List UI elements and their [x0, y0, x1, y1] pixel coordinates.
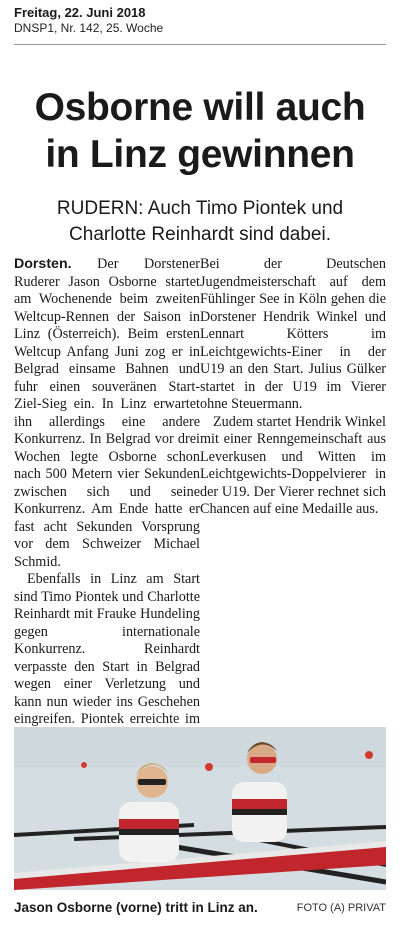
subheadline — [0, 196, 400, 248]
paragraph-2: Ebenfalls in Linz am Start sind Timo Piontek und Charlotte Reinhardt mit Frauke Hundeling gegen internationale Konkurrenz. Reinhardt verpasste den Start in Belgrad wegen einer Verletzung und kann nun wieder ins Geschehen eingreifen. Piontek erreichte im — [14, 571, 200, 727]
header-divider — [14, 44, 386, 45]
headline-line-1: Osborne will auch — [34, 86, 366, 129]
photo-credit: FOTO (A) PRIVAT — [296, 902, 386, 914]
subheadline-line-2: Charlotte Reinhardt sind dabei. — [69, 224, 331, 245]
issue-date: Freitag, 22. Juni 2018 — [14, 5, 146, 20]
photo-caption: Jason Osborne (vorne) tritt in Linz an. — [14, 900, 258, 915]
issue-number: DNSP1, Nr. 142, 25. Woche — [14, 21, 164, 35]
subheadline-line-1: RUDERN: Auch Timo Piontek und — [56, 198, 344, 219]
rowing-photo — [14, 727, 386, 890]
rowers-illustration — [14, 727, 386, 890]
page-header — [14, 4, 163, 36]
paragraph-4: Zudem startet Hendrik Winkel mit einer Renngemeinschaft aus Leverkusen und Witten im Leichtgewichts-Doppelvierer in der U19. Der Vierer rechnet sich Chancen auf eine Medaille aus. — [200, 413, 386, 517]
headline — [0, 84, 400, 178]
headline-line-2: in Linz gewinnen — [45, 133, 355, 176]
dateline: Dorsten. — [14, 256, 72, 272]
paragraph-1: Dorsten. Der Dorstener Ruderer Jason Osborne startet am Wochenende beim zweiten Weltcup-Rennen der Saison in Linz (Österreich). Beim ersten Weltcup Anfang Juni zog er in Belgrad einsame Bahnen und fuhr einen souveränen Start-Ziel-Sieg ein. In Linz erwartet ihn allerdings eine andere Konkurrenz. In Belgrad vor drei Wochen legte Osborne schon nach 500 Metern vier Sekunden zwischen sich und seine Konkurrenz. Am Ende hatte er fast acht Sekunden Vorsprung vor dem Schweizer Michael Schmid. — [14, 256, 200, 570]
paragraph-3: Bei der Deutschen Jugendmeisterschaft auf dem Fühlinger See in Köln gehen die Dorstener Hendrik Winkel und Lennart Kötters im Leichtgewichts-Einer in der U19 an den Start. Julius Gülker startet in der U19 im Vierer ohne Steuermann. — [200, 256, 386, 412]
